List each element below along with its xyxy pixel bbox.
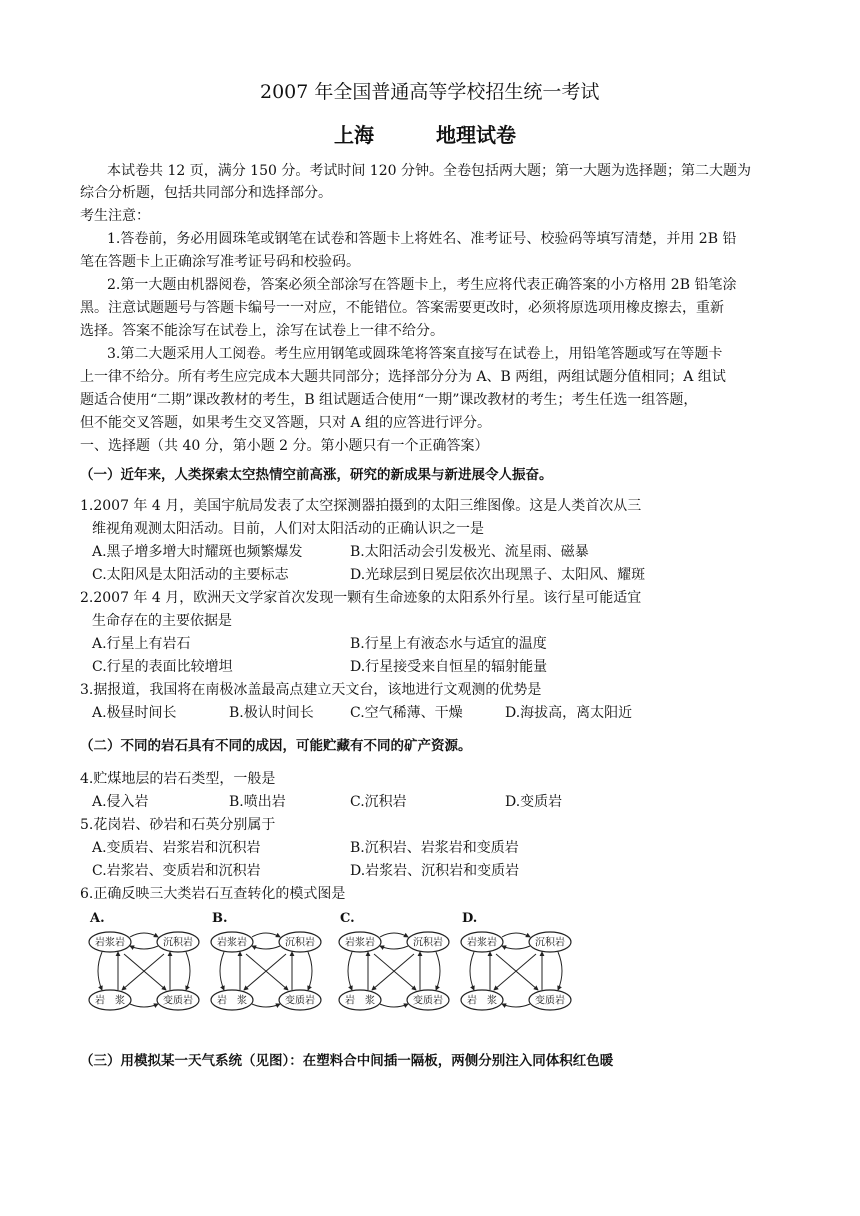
- group-2-heading: （二）不同的岩石具有不同的成因，可能贮藏有不同的矿产资源。: [80, 738, 472, 754]
- cycle-arrow: [244, 954, 286, 990]
- q2-option-a: A.行星上有岩石: [92, 636, 191, 652]
- node-sedimentary-rock: [157, 932, 199, 952]
- cycle-arrow: [252, 1004, 280, 1007]
- cycle-arrow: [122, 954, 164, 990]
- notice-label: 考生注意：: [80, 208, 150, 224]
- rock-cycle-svg: [84, 910, 208, 1022]
- rock-cycle-svg: [334, 910, 458, 1022]
- exam-subject: 地理试卷: [436, 123, 516, 147]
- svg-text:沉积岩: 沉积岩: [413, 937, 443, 949]
- node-magmatic-rock: [211, 932, 253, 952]
- cycle-arrow: [130, 946, 158, 949]
- cycle-arrow: [494, 954, 536, 990]
- cycle-arrow: [130, 933, 158, 937]
- notice-3d: 但不能交叉答题，如果考生交叉答题，只对 A 组的应答进行评分。: [80, 415, 492, 431]
- notice-2c: 选择。答案不能涂写在试卷上，涂写在试卷上一律不给分。: [80, 323, 444, 339]
- q4-stem-1: 4.贮煤地层的岩石类型，一般是: [80, 771, 276, 787]
- q4-option-c: C.沉积岩: [350, 794, 407, 810]
- notice-1b: 笔在答题卡上正确涂写准考证号码和校验码。: [80, 254, 360, 270]
- q2-option-d: D.行星接受来自恒星的辐射能量: [350, 659, 548, 675]
- cycle-arrow: [380, 1004, 408, 1007]
- q1-option-c: C.太阳风是太阳活动的主要标志: [92, 567, 289, 583]
- svg-text:沉积岩: 沉积岩: [163, 937, 193, 949]
- cycle-arrow: [374, 954, 416, 990]
- q4-option-b: B.喷出岩: [229, 794, 286, 810]
- svg-text:岩 浆: 岩 浆: [467, 995, 497, 1007]
- q2-option-b: B.行星上有液态水与适宜的温度: [350, 636, 547, 652]
- q4-option-a: A.侵入岩: [92, 794, 149, 810]
- node-metamorphic-rock: [157, 990, 199, 1010]
- rock-cycle-svg: [456, 910, 580, 1022]
- svg-text:岩浆岩: 岩浆岩: [467, 937, 497, 949]
- svg-text:沉积岩: 沉积岩: [285, 937, 315, 949]
- rock-cycle-svg: [206, 910, 330, 1022]
- q1-option-b: B.太阳活动会引发极光、流星雨、磁暴: [350, 544, 589, 560]
- exam-region: 上海: [334, 123, 374, 147]
- q1-option-a: A.黑子增多增大时耀斑也频繁爆发: [92, 544, 303, 560]
- cycle-arrow: [124, 954, 166, 990]
- q2-option-c: C.行星的表面比较增坦: [92, 659, 233, 675]
- node-magmatic-rock: [89, 932, 131, 952]
- node-magma: [211, 990, 253, 1010]
- exam-title: 2007 年全国普通高等学校招生统一考试: [260, 81, 600, 103]
- rock-cycle-diagram-a: [84, 910, 208, 1022]
- cycle-arrow: [470, 952, 474, 990]
- q3-option-a: A.极昼时间长: [92, 705, 177, 721]
- notice-3b: 上一律不给分。所有考生应完成本大题共同部分；选择部分分为 A、B 两组，两组试题分值相同；A 组试: [80, 369, 726, 385]
- q3-stem-1: 3.据报道，我国将在南极冰盖最高点建立天文台，该地进行文观测的优势是: [80, 682, 542, 698]
- cycle-arrow: [220, 952, 224, 990]
- cycle-arrow: [372, 954, 414, 990]
- svg-text:岩浆岩: 岩浆岩: [95, 937, 125, 949]
- rock-cycle-diagram-c: [334, 910, 458, 1022]
- cycle-arrow: [98, 952, 102, 990]
- cycle-arrow: [348, 952, 352, 990]
- intro-line-2: 综合分析题，包括共同部分和选择部分。: [80, 185, 332, 201]
- section-1-heading: 一、选择题（共 40 分，第小题 2 分。第小题只有一个正确答案）: [80, 438, 489, 454]
- node-sedimentary-rock: [407, 932, 449, 952]
- diagram-option-label: B.: [212, 911, 228, 926]
- svg-text:沉积岩: 沉积岩: [535, 937, 565, 949]
- q2-stem-2: 生命存在的主要依据是: [92, 613, 232, 629]
- diagram-option-label: D.: [462, 911, 478, 926]
- svg-text:变质岩: 变质岩: [163, 995, 193, 1007]
- q3-option-c: C.空气稀薄、干燥: [350, 705, 463, 721]
- cycle-arrow: [558, 952, 562, 990]
- cycle-arrow: [502, 933, 530, 937]
- node-sedimentary-rock: [279, 932, 321, 952]
- q1-stem-2: 维视角观测太阳活动。目前，人们对太阳活动的正确认识之一是: [92, 521, 484, 537]
- node-magma: [461, 990, 503, 1010]
- node-magma: [339, 990, 381, 1010]
- notice-3a: 3.第二大题采用人工阅卷。考生应用钢笔或圆珠笔将答案直接写在试卷上，用铅笔答题或写在等题卡: [107, 346, 723, 362]
- cycle-arrow: [186, 952, 190, 990]
- svg-text:变质岩: 变质岩: [413, 995, 443, 1007]
- svg-text:变质岩: 变质岩: [535, 995, 565, 1007]
- svg-text:岩浆岩: 岩浆岩: [217, 937, 247, 949]
- cycle-arrow: [496, 954, 538, 990]
- q5-option-b: B.沉积岩、岩浆岩和变质岩: [350, 840, 519, 856]
- cycle-arrow: [252, 946, 280, 949]
- node-magmatic-rock: [461, 932, 503, 952]
- node-metamorphic-rock: [529, 990, 571, 1010]
- notice-2b: 黑。注意试题题号与答题卡编号一一对应，不能错位。答案需要更改时，必须将原选项用橡皮擦去，重新: [80, 300, 724, 316]
- q5-stem-1: 5.花岗岩、砂岩和石英分别属于: [80, 817, 276, 833]
- cycle-arrow: [502, 1004, 530, 1007]
- group-3-heading: （三）用模拟某一天气系统（见图）：在塑料合中间插一隔板，两侧分别注入同体积红色暖: [80, 1053, 614, 1069]
- intro-line-1: 本试卷共 12 页，满分 150 分。考试时间 120 分钟。全卷包括两大题；第一大题为选择题；第二大题为: [107, 163, 751, 179]
- cycle-arrow: [380, 946, 408, 949]
- node-metamorphic-rock: [407, 990, 449, 1010]
- svg-text:岩浆岩: 岩浆岩: [345, 937, 375, 949]
- diagram-option-label: A.: [90, 911, 105, 926]
- cycle-arrow: [130, 1004, 158, 1007]
- svg-text:变质岩: 变质岩: [285, 995, 315, 1007]
- q3-option-d: D.海拔高，离太阳近: [505, 705, 633, 721]
- notice-2a: 2.第一大题由机器阅卷，答案必须全部涂写在答题卡上，考生应将代表正确答案的小方格用 2B 铅笔涂: [107, 277, 737, 293]
- cycle-arrow: [252, 933, 280, 937]
- node-sedimentary-rock: [529, 932, 571, 952]
- cycle-arrow: [380, 933, 408, 937]
- q2-stem-1: 2.2007 年 4 月，欧洲天文学家首次发现一颗有生命迹象的太阳系外行星。该行星可能适宜: [80, 590, 642, 606]
- q4-option-d: D.变质岩: [505, 794, 563, 810]
- q6-stem-1: 6.正确反映三大类岩石互查转化的模式图是: [80, 886, 346, 902]
- notice-3c: 题适合使用“二期”课改教材的考生，B 组试题适合使用“一期”课改教材的考生；考生任选一组答题，: [80, 392, 698, 408]
- cycle-arrow: [308, 952, 312, 990]
- cycle-arrow: [436, 952, 440, 990]
- rock-cycle-diagram-d: [456, 910, 580, 1022]
- node-metamorphic-rock: [279, 990, 321, 1010]
- svg-text:岩 浆: 岩 浆: [217, 995, 247, 1007]
- svg-text:岩 浆: 岩 浆: [345, 995, 375, 1007]
- cycle-arrow: [246, 954, 288, 990]
- q5-option-a: A.变质岩、岩浆岩和沉积岩: [92, 840, 261, 856]
- q5-option-c: C.岩浆岩、变质岩和沉积岩: [92, 863, 261, 879]
- node-magma: [89, 990, 131, 1010]
- q1-stem-1: 1.2007 年 4 月，美国宇航局发表了太空探测器拍摄到的太阳三维图像。这是人类首次从三: [80, 498, 642, 514]
- q1-option-d: D.光球层到日冕层依次出现黑子、太阳风、耀斑: [350, 567, 646, 583]
- notice-1a: 1.答卷前，务必用圆珠笔或钢笔在试卷和答题卡上将姓名、准考证号、校验码等填写清楚，并用 2B 铅: [107, 231, 737, 247]
- q3-option-b: B.极认时间长: [229, 705, 314, 721]
- svg-text:岩 浆: 岩 浆: [95, 995, 125, 1007]
- group-1-heading: （一）近年来，人类探索太空热情空前高涨，研究的新成果与新进展令人振奋。: [80, 467, 553, 483]
- q5-option-d: D.岩浆岩、沉积岩和变质岩: [350, 863, 520, 879]
- node-magmatic-rock: [339, 932, 381, 952]
- diagram-option-label: C.: [340, 911, 355, 926]
- cycle-arrow: [502, 946, 530, 949]
- rock-cycle-diagram-b: [206, 910, 330, 1022]
